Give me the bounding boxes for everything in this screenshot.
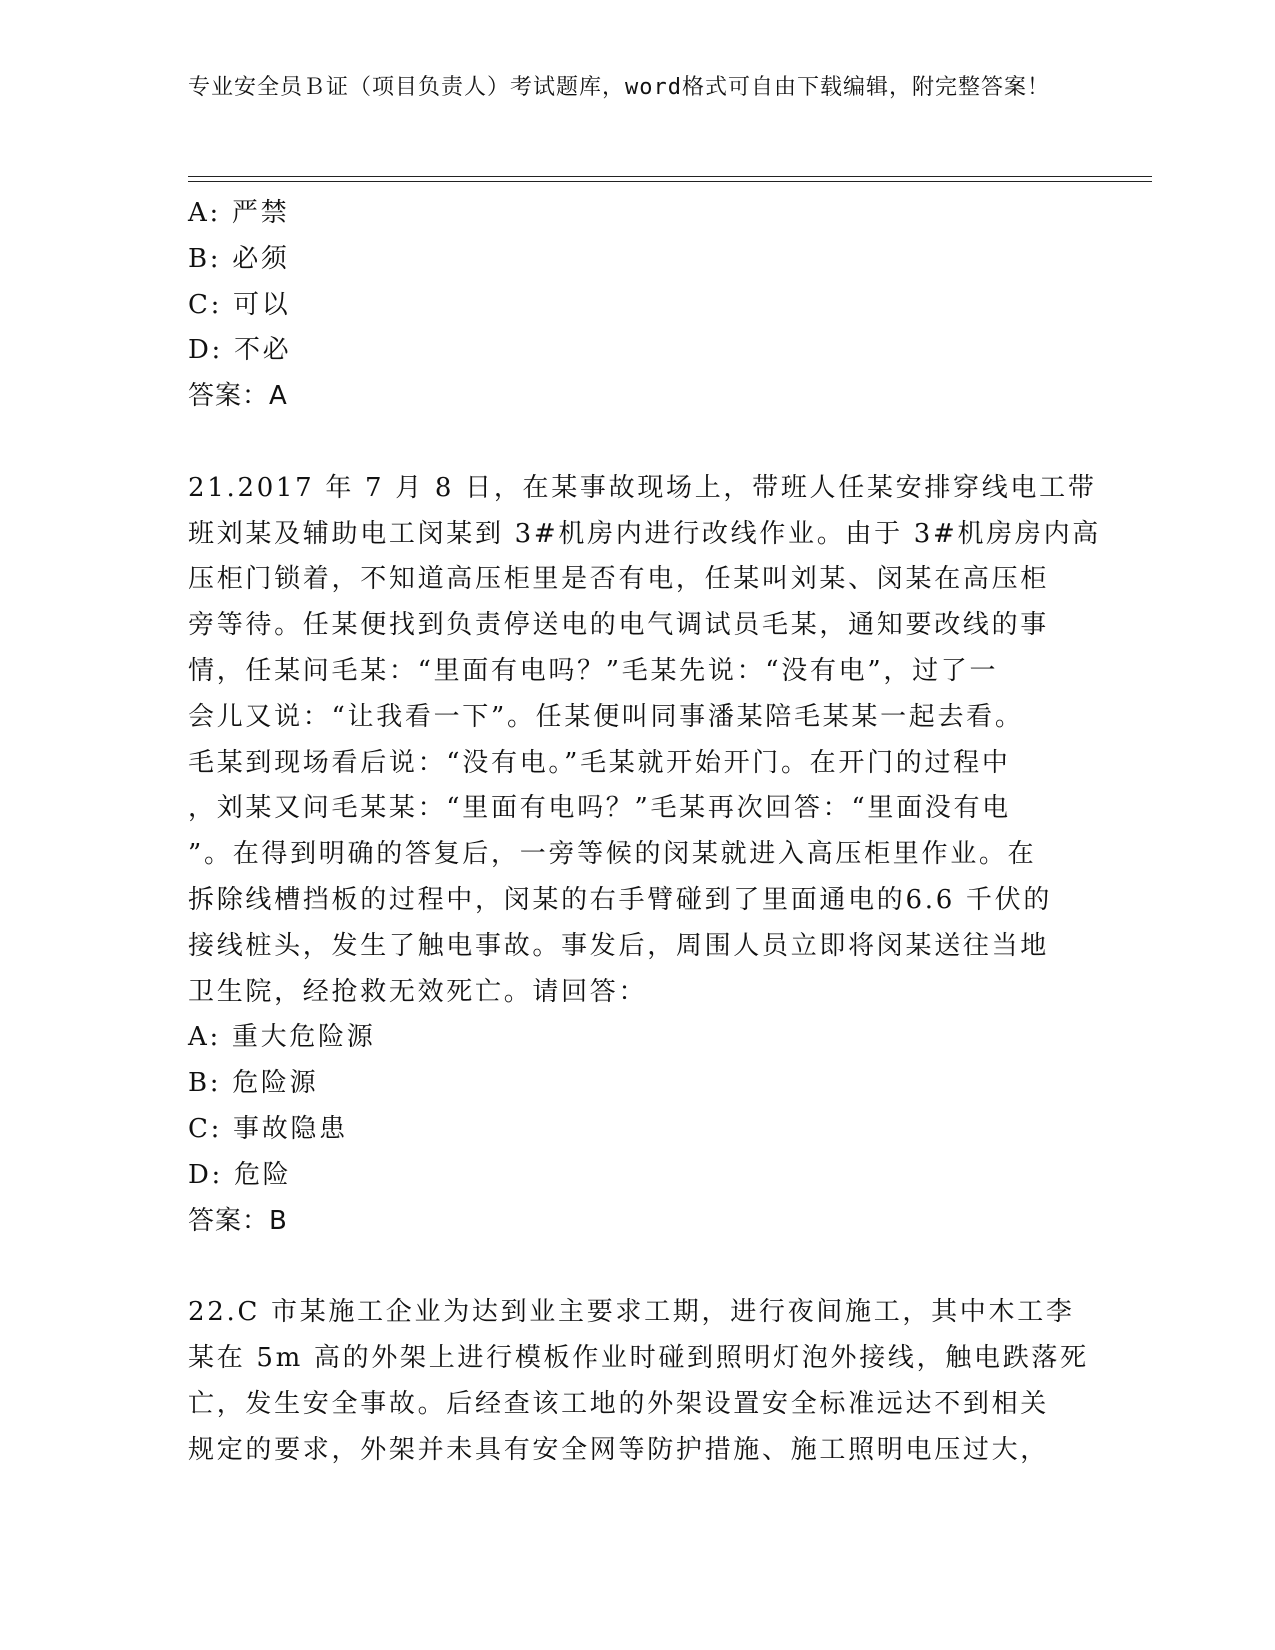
option-b: B: 必须	[188, 243, 290, 274]
question-text-line: ，刘某又问毛某某：“里面有电吗？”毛某再次回答：“里面没有电	[188, 793, 1011, 824]
option-a: A: 重大危险源	[188, 1022, 376, 1053]
document-body	[188, 191, 1101, 1473]
question-text-line: 接线桩头，发生了触电事故。事发后，周围人员立即将闵某送往当地	[188, 930, 1050, 961]
question-text-line: 卫生院，经抢救无效死亡。请回答：	[188, 976, 648, 1007]
question-22	[188, 1290, 1088, 1473]
question-text-line: 亡，发生安全事故。后经查该工地的外架设置安全标准远达不到相关	[188, 1388, 1050, 1419]
question-text-line: 拆除线槽挡板的过程中，闵某的右手臂碰到了里面通电的6.6 千伏的	[188, 884, 1053, 915]
question-text-line: 规定的要求，外架并未具有安全网等防护措施、施工照明电压过大，	[188, 1434, 1050, 1465]
question-20-options	[188, 191, 1088, 420]
header-divider-second	[188, 181, 1152, 182]
page-header: 专业安全员Ｂ证（项目负责人）考试题库，word格式可自由下载编辑，附完整答案！	[188, 75, 1050, 100]
option-b: B: 危险源	[188, 1068, 319, 1099]
option-c: C: 事故隐患	[188, 1113, 348, 1144]
option-a: A: 严禁	[188, 198, 290, 228]
answer-line: 答案：A	[188, 381, 288, 412]
question-text-line: 21.2017 年 7 月 8 日，在某事故现场上，带班人任某安排穿线电工带	[188, 472, 1097, 503]
question-21	[188, 466, 1101, 1245]
header-divider	[188, 176, 1152, 177]
question-text-line: 会儿又说：“让我看一下”。任某便叫同事潘某陪毛某某一起去看。	[188, 701, 1024, 732]
question-text-line: 22.C 市某施工企业为达到业主要求工期，进行夜间施工，其中木工李	[188, 1297, 1075, 1328]
option-d: D: 不必	[188, 335, 292, 366]
question-text-line: 毛某到现场看后说：“没有电。”毛某就开始开门。在开门的过程中	[188, 747, 1011, 778]
option-c: C: 可以	[188, 289, 291, 320]
answer-line: 答案：B	[188, 1205, 288, 1236]
option-d: D: 危险	[188, 1159, 292, 1190]
question-text-line: 情，任某问毛某：“里面有电吗？”毛某先说：“没有电”，过了一	[188, 655, 999, 686]
question-text-line: 某在 5m 高的外架上进行模板作业时碰到照明灯泡外接线，触电跌落死	[188, 1342, 1089, 1373]
question-text-line: ”。在得到明确的答复后，一旁等候的闵某就进入高压柜里作业。在	[188, 839, 1037, 870]
question-text-line: 压柜门锁着，不知道高压柜里是否有电，任某叫刘某、闵某在高压柜	[188, 564, 1050, 595]
question-text-line: 班刘某及辅助电工闵某到 3#机房内进行改线作业。由于 3#机房房内高	[188, 518, 1101, 549]
question-text-line: 旁等待。任某便找到负责停送电的电气调试员毛某，通知要改线的事	[188, 610, 1050, 641]
